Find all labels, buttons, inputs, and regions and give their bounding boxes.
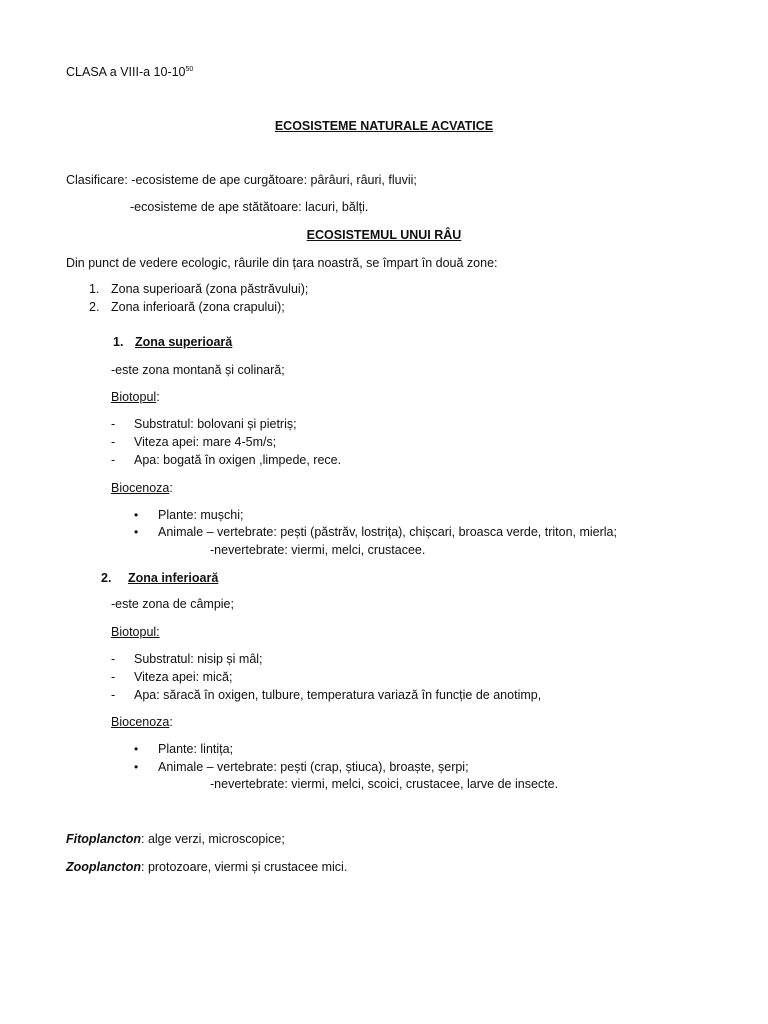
zone2-biotop-label: Biotopul: <box>111 625 160 639</box>
list-number: 2. <box>89 300 100 314</box>
zone2-biocenoza-label: Biocenoza: <box>111 715 173 729</box>
list-item: • Animale – vertebrate: pești (păstrăv, lostrița), chișcari, broasca verde, triton, mierla; <box>134 525 617 539</box>
dash-marker: - <box>111 652 116 666</box>
list-item: - Apa: bogată în oxigen ,limpede, rece. <box>111 453 342 467</box>
list-item: • Plante: lintița; <box>134 742 234 756</box>
list-item <box>89 299 285 315</box>
zone1-number: 1. <box>113 335 124 349</box>
classification-line-1: Clasificare: -ecosisteme de ape curgătoare: pârâuri, râuri, fluvii; <box>66 173 417 187</box>
list-text: Zona superioară (zona păstrăvului); <box>111 282 309 296</box>
dash-marker: - <box>111 688 116 702</box>
bullet-icon: • <box>134 525 139 539</box>
dash-marker: - <box>111 453 116 467</box>
classification-line-2: -ecosisteme de ape stătătoare: lacuri, bălți. <box>130 200 369 214</box>
dash-marker: - <box>111 417 116 431</box>
zone2-description: -este zona de câmpie; <box>111 597 234 611</box>
list-text: Zona inferioară (zona crapului); <box>111 300 285 314</box>
zooplankton-definition: Zooplancton: protozoare, viermi și crustacee mici. <box>66 860 348 874</box>
class-superscript: 50 <box>185 66 194 73</box>
zone1-heading-text: Zona superioară <box>135 335 233 349</box>
bullet-icon: • <box>134 742 139 756</box>
list-number: 1. <box>89 282 100 296</box>
bullet-icon: • <box>134 760 139 774</box>
zone1-biocenoza-label: Biocenoza: <box>111 481 173 495</box>
zone1-biocenoza-continuation: -nevertebrate: viermi, melci, crustacee. <box>210 543 426 557</box>
list-item: - Apa: săracă în oxigen, tulbure, temperatura variază în funcție de anotimp, <box>111 688 542 702</box>
bullet-icon: • <box>134 508 139 522</box>
zone1-biotop-label: Biotopul: <box>111 390 160 404</box>
zone2-number: 2. <box>101 571 112 585</box>
list-item: - Viteza apei: mare 4-5m/s; <box>111 435 277 449</box>
zone2-heading <box>101 570 218 586</box>
list-item: - Substratul: bolovani și pietriș; <box>111 417 297 431</box>
document-title: ECOSISTEME NATURALE ACVATICE <box>274 119 494 133</box>
zone2-biocenoza-continuation: -nevertebrate: viermi, melci, scoici, crustacee, larve de insecte. <box>210 777 559 791</box>
zone1-heading <box>113 334 232 350</box>
dash-marker: - <box>111 670 116 684</box>
zone1-description: -este zona montană și colinară; <box>111 363 285 377</box>
river-title: ECOSISTEMUL UNUI RÂU <box>306 228 462 242</box>
zooplankton-term: Zooplancton <box>66 860 141 874</box>
class-label: CLASA a VIII-a 10-10 <box>66 65 186 79</box>
list-item: • Animale – vertebrate: pești (crap, știuca), broaște, șerpi; <box>134 760 469 774</box>
list-item: • Plante: mușchi; <box>134 508 244 522</box>
class-header <box>66 62 193 80</box>
list-item: - Viteza apei: mică; <box>111 670 233 684</box>
phytoplankton-definition: Fitoplancton: alge verzi, microscopice; <box>66 832 285 846</box>
list-item: - Substratul: nisip și mâl; <box>111 652 263 666</box>
intro-paragraph: Din punct de vedere ecologic, râurile din țara noastră, se împart în două zone: <box>66 256 498 270</box>
list-item <box>89 281 308 297</box>
phytoplankton-term: Fitoplancton <box>66 832 141 846</box>
dash-marker: - <box>111 435 116 449</box>
zone2-heading-text: Zona inferioară <box>128 571 219 585</box>
